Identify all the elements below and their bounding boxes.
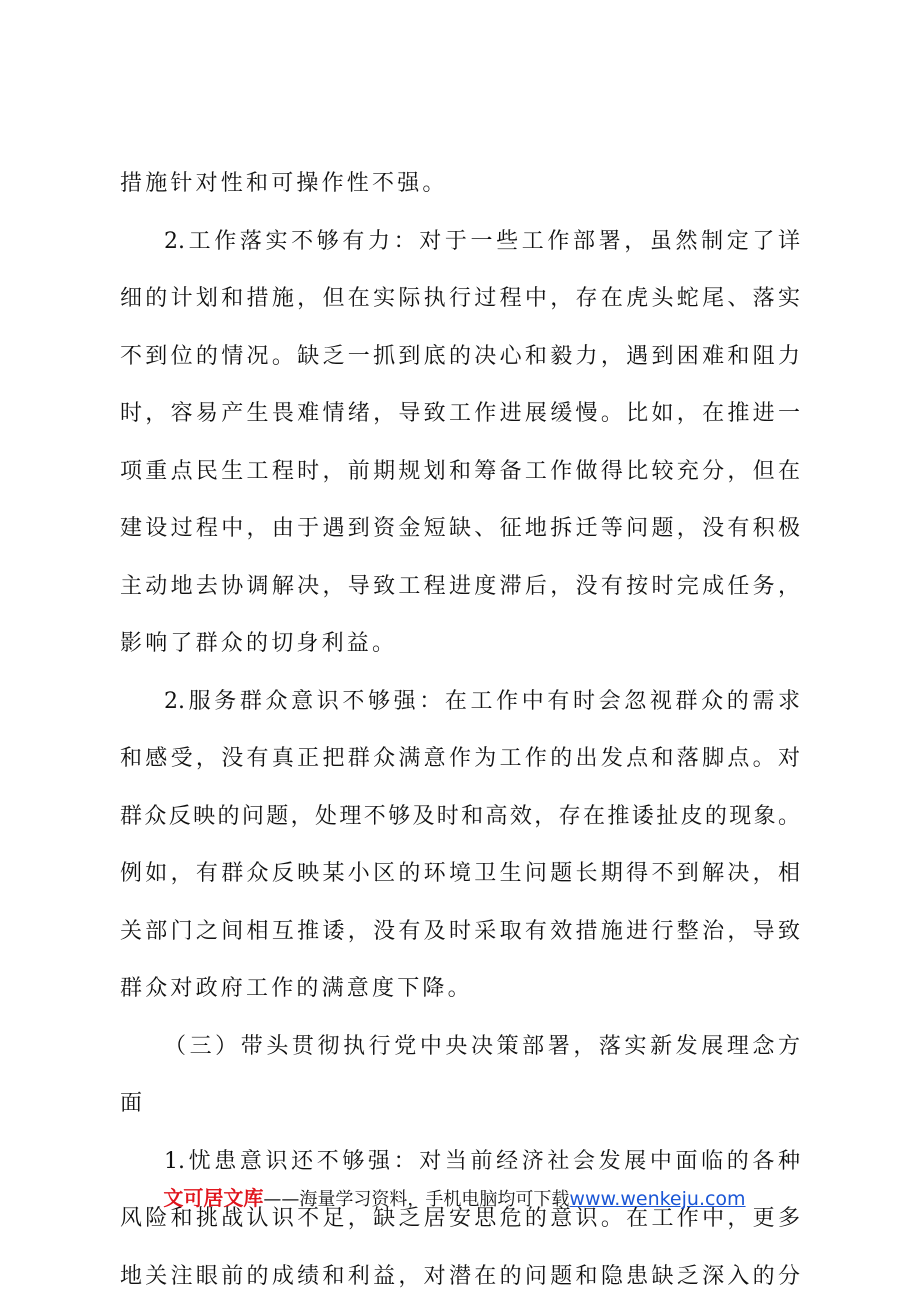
- text-line: 地关注眼前的成绩和利益，对潜在的问题和隐患缺乏深入的分: [120, 1248, 800, 1305]
- text-line: 例如，有群众反映某小区的环境卫生问题长期得不到解决，相: [120, 845, 800, 903]
- section-heading: （三）带头贯彻执行党中央决策部署，落实新发展理念方: [120, 1018, 800, 1076]
- website-link[interactable]: www.wenkeju.com: [569, 1188, 745, 1210]
- text-line: 影响了群众的切身利益。: [120, 615, 800, 673]
- text-line: 关部门之间相互推诿，没有及时采取有效措施进行整治，导致: [120, 903, 800, 961]
- text-line: 群众反映的问题，处理不够及时和高效，存在推诿扯皮的现象。: [120, 788, 800, 846]
- text-line: 细的计划和措施，但在实际执行过程中，存在虎头蛇尾、落实: [120, 270, 800, 328]
- text-line: 项重点民生工程时，前期规划和筹备工作做得比较充分，但在: [120, 443, 800, 501]
- text-line: 建设过程中，由于遇到资金短缺、征地拆迁等问题，没有积极: [120, 500, 800, 558]
- section-heading-cont: 面: [120, 1075, 800, 1133]
- text-line: 1.忧患意识还不够强：对当前经济社会发展中面临的各种: [120, 1133, 800, 1191]
- footer-tagline: ——海量学习资料，手机电脑均可下载: [263, 1189, 569, 1210]
- text-line: 主动地去协调解决，导致工程进度滞后，没有按时完成任务，: [120, 558, 800, 616]
- document-body: [120, 155, 800, 1305]
- text-line: 时，容易产生畏难情绪，导致工作进展缓慢。比如，在推进一: [120, 385, 800, 443]
- text-line: 措施针对性和可操作性不强。: [120, 155, 800, 213]
- text-line: 2.工作落实不够有力：对于一些工作部署，虽然制定了详: [120, 213, 800, 271]
- text-line: 风险和挑战认识不足，缺乏居安思危的意识。在工作中，更多: [120, 1190, 800, 1248]
- text-line: 不到位的情况。缺乏一抓到底的决心和毅力，遇到困难和阻力: [120, 328, 800, 386]
- text-line: 群众对政府工作的满意度下降。: [120, 960, 800, 1018]
- text-line: 和感受，没有真正把群众满意作为工作的出发点和落脚点。对: [120, 730, 800, 788]
- brand-name: 文可居文库: [163, 1186, 263, 1210]
- footer-banner: [0, 1182, 909, 1211]
- text-line: 2.服务群众意识不够强：在工作中有时会忽视群众的需求: [120, 673, 800, 731]
